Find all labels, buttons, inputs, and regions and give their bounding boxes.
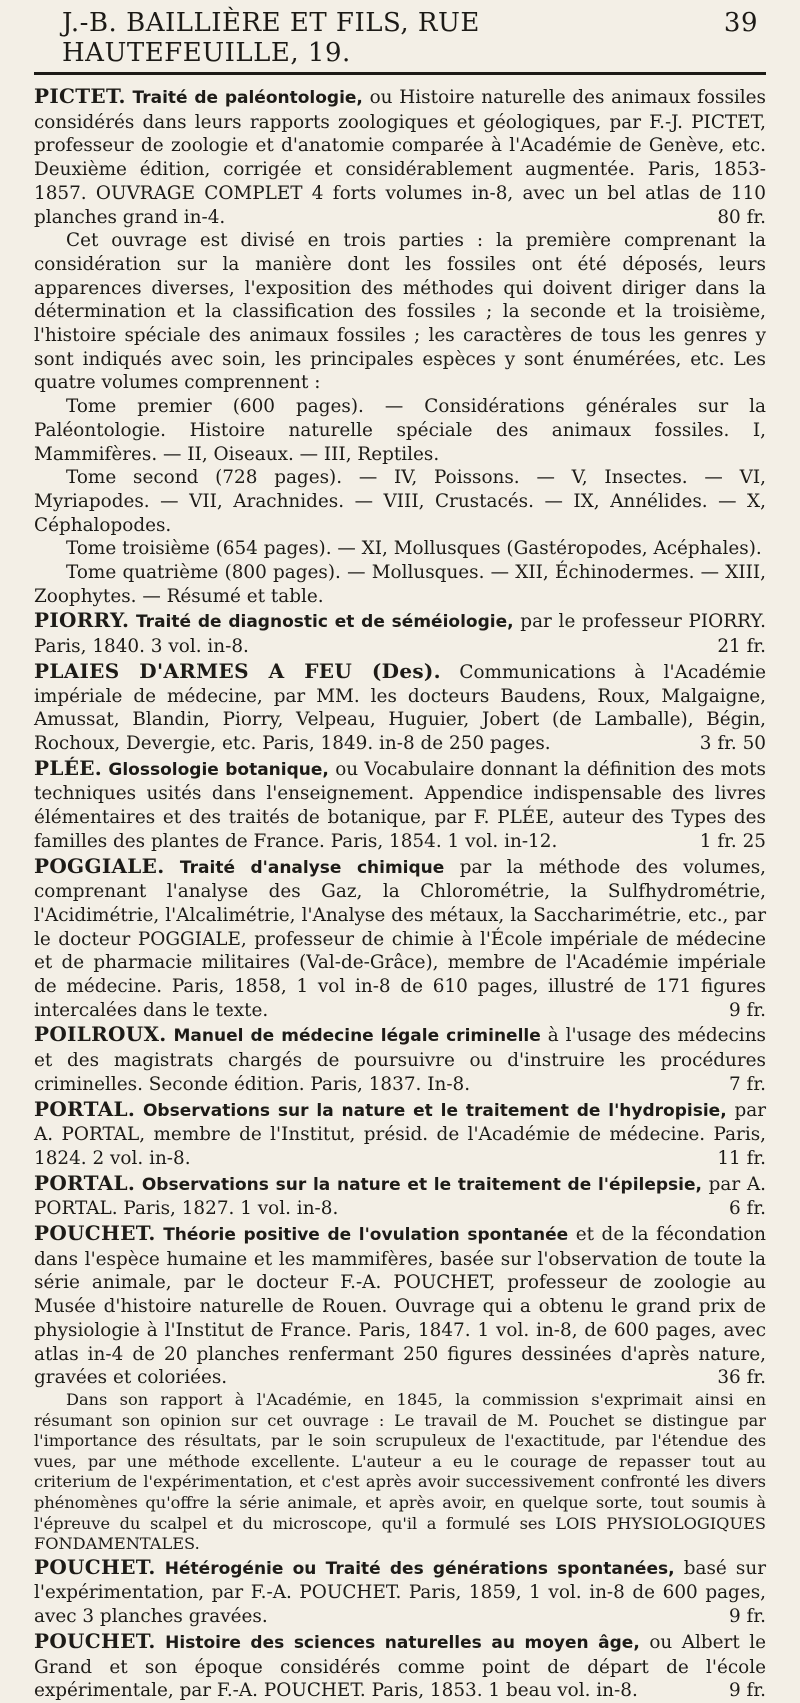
author-name: PORTAL.: [34, 1096, 136, 1121]
running-head: [34, 8, 766, 68]
work-title: Traité de paléontologie,: [132, 88, 363, 108]
catalogue-entry: [34, 1172, 766, 1221]
catalogue-entry: [34, 1630, 766, 1703]
entry-description: ou Albert le Grand et son époque considérés comme point de départ de l'école expérimentale, par F.-A. POUCHET. Paris, 1853. 1 beau vol. in-8.: [34, 1631, 766, 1702]
entry-text: [34, 1098, 766, 1171]
catalogue-entry: [34, 1556, 766, 1629]
entry-note: Dans son rapport à l'Académie, en 1845, la commission s'exprimait ainsi en résumant son opinion sur cet ouvrage : Le travail de M. Pouchet se distingue par l'importance des résultats, par le soin scrupuleux de l'exactitude, par l'étendue des vues, par une méthode excellente. L'auteur a eu le courage de repasser tout au criterium de l'expérimentation, et c'est après avoir successivement confronté les divers phénomènes qu'offre la série animale, et après avoir, en quelque sorte, tout soumis à l'épreuve du scalpel et du microscope, qu'il a formulé ses LOIS PHYSIOLOGIQUES FONDAMENTALES.: [34, 1389, 766, 1554]
work-title: Théorie positive de l'ovulation spontanée: [163, 1225, 569, 1246]
catalogue-entry: [34, 660, 766, 756]
entry-text: [34, 1023, 766, 1096]
price: 11 fr.: [717, 1147, 766, 1169]
author-name: PIORRY.: [34, 608, 130, 633]
entry-description: par le professeur PIORRY. Paris, 1840. 3 vol. in-8.: [34, 611, 766, 658]
catalogue-entry: [34, 757, 766, 854]
author-name: POUCHET.: [34, 1554, 156, 1579]
entry-description: par A. PORTAL. Paris, 1827. 1 vol. in-8.: [34, 1173, 766, 1220]
entry-description: et de la fécondation dans l'espèce humaine et les mammifères, basée sur l'observation de toute la série animale, par le docteur F.-A. POUCHET, professeur de zoologie au Musée d'histoire naturelle de Rouen. Ouvrage qui a obtenu le grand prix de physiologie à l'Institut de France. Paris, 1847. 1 vol. in-8, de 600 pages, avec atlas in-4 de 20 planches renfermant 250 figures dessinées d'après nature, gravées et coloriées.: [34, 1224, 766, 1389]
price: 3 fr. 50: [699, 732, 766, 754]
work-title: Traité d'analyse chimique: [179, 857, 445, 878]
entry-text: [34, 757, 766, 854]
entry-text: [34, 1630, 766, 1703]
entry-paragraph: Cet ouvrage est divisé en trois parties : la première comprenant la considération sur la manière dont les fossiles ont été déposés, leurs apparences diverses, l'exposition des méthodes qui doivent diriger dans la détermination et la classification des fossiles ; la seconde et la troisième, l'histoire spéciale des animaux fossiles ; les caractères de tous les genres y sont indiqués avec soin, les principales espèces y sont énumérées, etc. Les quatre volumes comprennent :: [34, 230, 766, 394]
author-name: PLAIES D'ARMES A FEU (Des).: [34, 658, 441, 683]
work-title: Manuel de médecine légale criminelle: [173, 1026, 541, 1047]
entry-description: par A. PORTAL, membre de l'Institut, présid. de l'Académie de médecine. Paris, 1824. 2 vol. in-8.: [34, 1099, 766, 1169]
catalogue-entry: [34, 1222, 766, 1555]
entry-text: [34, 660, 766, 756]
catalogue-entry: [34, 85, 766, 608]
entry-paragraph: Tome premier (600 pages). — Considérations générales sur la Paléontologie. Histoire naturelle spéciale des animaux fossiles. I, Mammifères. — II, Oiseaux. — III, Reptiles.: [34, 396, 766, 465]
entry-description: ou Vocabulaire donnant la définition des mots techniques usités dans l'enseignement. Appendice indispensable des livres élémentaires et des traités de botanique, par F. PLÉE, auteur des Types des familles des plantes de France. Paris, 1854. 1 vol. in-12.: [34, 758, 766, 852]
entry-paragraph: Tome troisième (654 pages). — XI, Mollusques (Gastéropodes, Acéphales).: [66, 538, 762, 560]
publisher-header: J.-B. BAILLIÈRE ET FILS, RUE HAUTEFEUILLE, 19.: [62, 8, 480, 68]
page-number: 39: [723, 8, 758, 38]
header-rule: [34, 72, 766, 75]
entry-text: [34, 1172, 766, 1221]
entry-description: par la méthode des volumes, comprenant l'analyse des Gaz, la Chlorométrie, la Sulfhydrométrie, l'Acidimétrie, l'Alcalimétrie, l'Analyse des métaux, la Saccharimétrie, etc., par le docteur POGGIALE, professeur de chimie à l'École impériale de médecine et de pharmacie militaires (Val-de-Grâce), membre de l'Académie impériale de médecine. Paris, 1858, 1 vol in-8 de 610 pages, illustré de 171 figures intercalées dans le texte.: [34, 856, 766, 1021]
catalogue-entry: [34, 855, 766, 1023]
work-title: Glossologie botanique,: [108, 759, 329, 780]
catalogue-entry: [34, 1098, 766, 1171]
entry-text: [34, 1222, 766, 1390]
entry-paragraph: Tome quatrième (800 pages). — Mollusques. — XII, Échinodermes. — XIII, Zoophytes. — Résumé et table.: [34, 562, 766, 607]
work-title: Histoire des sciences naturelles au moyen âge,: [165, 1632, 640, 1653]
entry-text: [34, 855, 766, 1023]
entry-description: à l'usage des médecins et des magistrats chargés de poursuivre ou d'instruire les procédures criminelles. Seconde édition. Paris, 1837. In-8.: [34, 1025, 766, 1095]
price: 9 fr.: [729, 1680, 766, 1702]
price: 7 fr.: [729, 1073, 766, 1095]
price: 21 fr.: [717, 636, 766, 658]
price: 9 fr.: [729, 999, 766, 1021]
price: 36 fr.: [717, 1367, 766, 1389]
author-name: PORTAL.: [34, 1170, 136, 1195]
author-name: POUCHET.: [34, 1628, 156, 1653]
price: 1 fr. 25: [699, 830, 766, 852]
entry-text: [34, 85, 766, 229]
entry-paragraph: Tome second (728 pages). — IV, Poissons. — V, Insectes. — VI, Myriapodes. — VII, Arachnides. — VIII, Crustacés. — IX, Annélides. — X, Céphalopodes.: [34, 467, 766, 536]
entry-text: [34, 1556, 766, 1629]
entry-description: Communications à l'Académie impériale de médecine, par MM. les docteurs Baudens, Roux, Malgaigne, Amussat, Blandin, Piorry, Velpeau, Huguier, Jobert (de Lamballe), Bégin, Rochoux, Devergie, etc. Paris, 1849. in-8 de 250 pages.: [34, 661, 766, 754]
author-name: POILROUX.: [34, 1022, 167, 1047]
work-title: Traité de diagnostic et de séméiologie,: [135, 612, 514, 633]
author-name: PICTET.: [34, 84, 126, 108]
author-name: POGGIALE.: [34, 853, 165, 878]
catalogue-entry: [34, 609, 766, 658]
catalogue-entries: [34, 85, 766, 1703]
price: 80 fr.: [717, 206, 766, 228]
work-title: Hétérogénie ou Traité des générations spontanées,: [164, 1558, 675, 1579]
entry-description: ou Histoire naturelle des animaux fossiles considérés dans leurs rapports zoologiques et géologiques, par F.-J. PICTET, professeur de zoologie et d'anatomie comparée à l'Académie de Genève, etc. Deuxième édition, corrigée et considérablement augmentée. Paris, 1853-1857. OUVRAGE COMPLET 4 forts volumes in-8, avec un bel atlas de 110 planches grand in-4.: [34, 87, 766, 228]
entry-description: basé sur l'expérimentation, par F.-A. POUCHET. Paris, 1859, 1 vol. in-8 de 600 pages, avec 3 planches gravées.: [34, 1557, 766, 1628]
price: 9 fr.: [729, 1606, 766, 1628]
author-name: POUCHET.: [34, 1221, 156, 1246]
author-name: PLÉE.: [34, 755, 103, 780]
work-title: Observations sur la nature et le traitement de l'hydropisie,: [142, 1100, 727, 1121]
catalogue-entry: [34, 1023, 766, 1096]
work-title: Observations sur la nature et le traitement de l'épilepsie,: [141, 1174, 702, 1195]
price: 6 fr.: [729, 1198, 766, 1220]
entry-text: [34, 609, 766, 658]
